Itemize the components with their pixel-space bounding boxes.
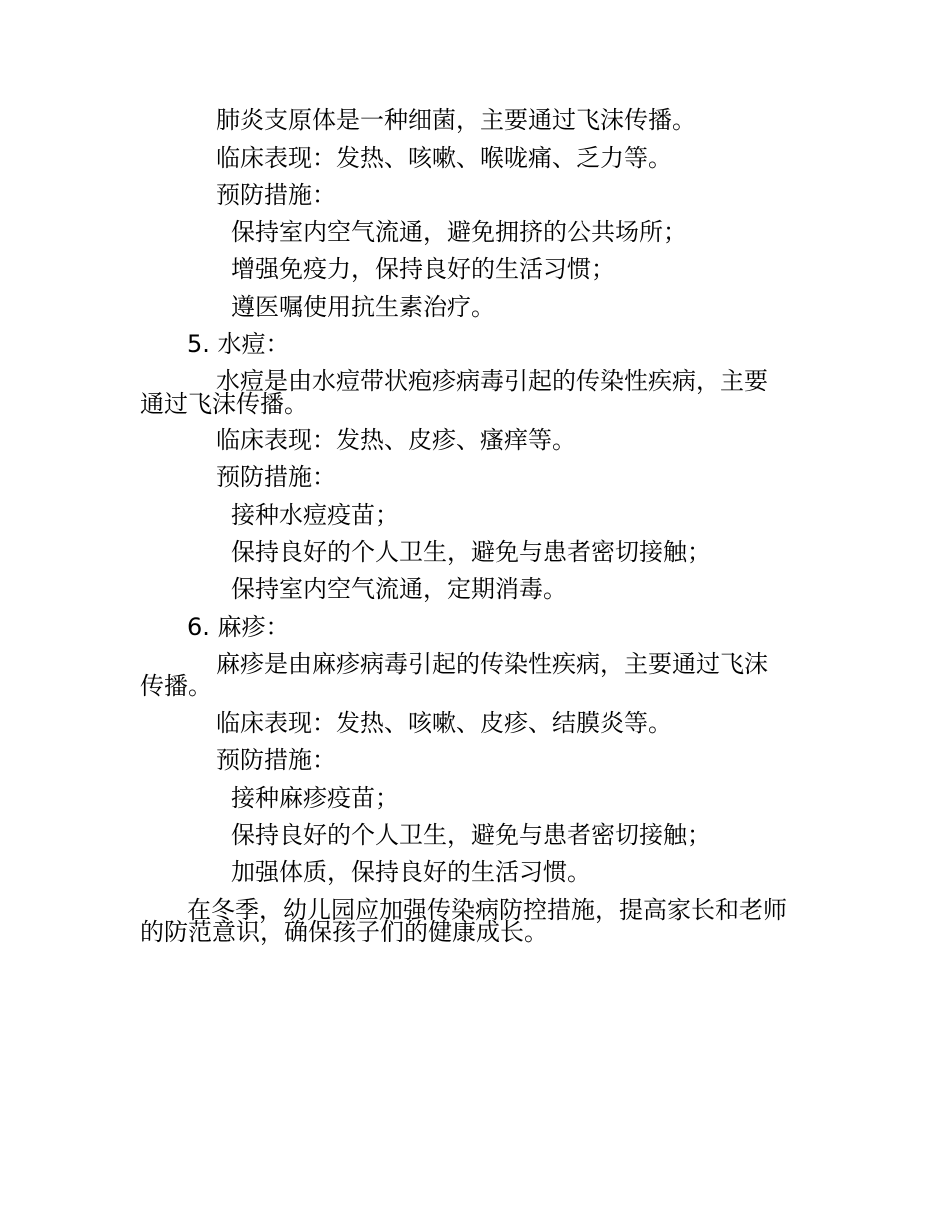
section6-clinical: 临床表现：发热、咳嗽、皮疹、结膜炎等。 [216, 709, 672, 737]
section6-description-line2: 传播。 [140, 672, 212, 700]
section6-prevention-label: 预防措施： [216, 746, 336, 774]
section4-measure-1: 保持室内空气流通，避免拥挤的公共场所； [231, 218, 687, 246]
section4-clinical: 临床表现：发热、咳嗽、喉咙痛、乏力等。 [216, 144, 672, 172]
section5-heading: 5. 水痘： [187, 330, 290, 358]
section6-description-line1: 麻疹是由麻疹病毒引起的传染性疾病，主要通过飞沫 [216, 650, 768, 678]
section5-prevention-label: 预防措施： [216, 463, 336, 491]
section6-measure-1: 接种麻疹疫苗； [231, 784, 399, 812]
section4-description: 肺炎支原体是一种细菌，主要通过飞沫传播。 [216, 106, 696, 134]
section5-clinical: 临床表现：发热、皮疹、瘙痒等。 [216, 426, 576, 454]
section4-measure-2: 增强免疫力，保持良好的生活习惯； [231, 255, 615, 283]
section6-measure-2: 保持良好的个人卫生，避免与患者密切接触； [231, 821, 711, 849]
section4-measure-3: 遵医嘱使用抗生素治疗。 [231, 293, 495, 321]
conclusion-line2: 的防范意识，确保孩子们的健康成长。 [140, 918, 548, 946]
conclusion-line1: 在冬季，幼儿园应加强传染病防控措施，提高家长和老师 [187, 896, 787, 924]
section5-measure-1: 接种水痘疫苗； [231, 501, 399, 529]
section5-description-line2: 通过飞沫传播。 [140, 390, 308, 418]
section5-description-line1: 水痘是由水痘带状疱疹病毒引起的传染性疾病，主要 [216, 367, 768, 395]
section6-measure-3: 加强体质，保持良好的生活习惯。 [231, 858, 591, 886]
section6-heading: 6. 麻疹： [187, 613, 290, 641]
section5-measure-2: 保持良好的个人卫生，避免与患者密切接触； [231, 538, 711, 566]
section4-prevention-label: 预防措施： [216, 181, 336, 209]
section5-measure-3: 保持室内空气流通，定期消毒。 [231, 575, 567, 603]
